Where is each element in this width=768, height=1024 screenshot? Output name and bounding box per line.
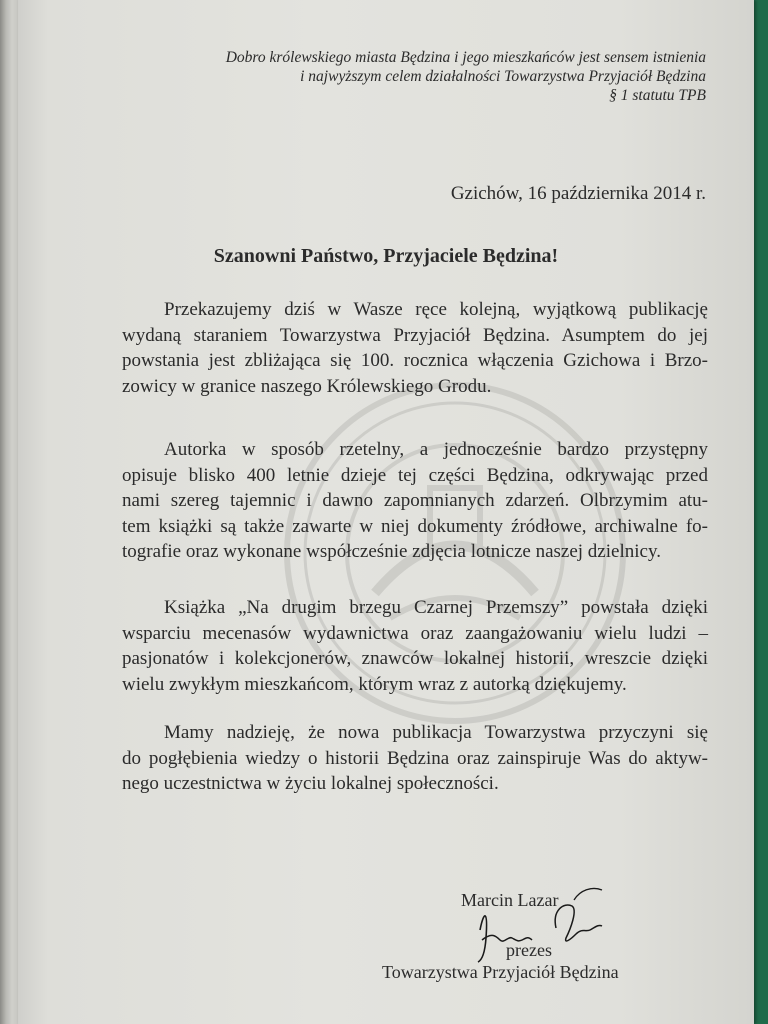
paragraph-line: tografie oraz wykonane współcześnie zdjęcia lotnicze naszej dzielnicy. xyxy=(122,541,661,562)
paragraph-4 xyxy=(122,720,708,797)
paragraph-line: zowicy w granice naszego Królewskiego Grodu. xyxy=(122,375,492,397)
paragraph-line: tem książki są także zawarte w niej dokumenty źródłowe, archiwalne fo- xyxy=(122,515,708,537)
epigraph-source: § 1 statutu TPB xyxy=(609,87,706,104)
paragraph-line: pasjonatów i kolekcjonerów, znawców lokalnej historii, wreszcie dzięki xyxy=(122,648,708,669)
signatory-organization: Towarzystwa Przyjaciół Będzina xyxy=(382,962,619,982)
paragraph-line: wsparciu mecenasów wydawnictwa oraz zaangażowaniu wielu ludzi – xyxy=(122,622,708,644)
signatory-name: Marcin Lazar xyxy=(461,890,559,910)
paragraph-line: opisuje blisko 400 letnie dzieje tej części Będzina, odkrywając przed xyxy=(122,464,708,486)
paragraph-line: Książka „Na drugim brzegu Czarnej Przemszy” powstała dzięki xyxy=(164,597,708,618)
paragraph-3 xyxy=(122,595,708,697)
epigraph-line: Dobro królewskiego miasta Będzina i jego mieszkańców jest sensem istnienia xyxy=(225,49,706,66)
date-line: Gzichów, 16 października 2014 r. xyxy=(450,183,706,204)
epigraph xyxy=(86,48,706,105)
paragraph-line: Przekazujemy dziś w Wasze ręce kolejną, wyjątkową publikację xyxy=(164,299,708,320)
signatory-role: prezes xyxy=(506,940,552,960)
paragraph-line: do pogłębienia wiedzy o historii Będzina oraz zainspiruje Was do aktyw- xyxy=(122,747,708,769)
salutation: Szanowni Państwo, Przyjaciele Będzina! xyxy=(213,245,559,267)
paragraph-line: Autorka w sposób rzetelny, a jednocześnie bardzo przystępny xyxy=(164,439,708,460)
paragraph-line: nego uczestnictwa w życiu lokalnej społeczności. xyxy=(122,773,499,794)
paragraph-2 xyxy=(122,437,708,565)
paragraph-line: powstania jest zbliżająca się 100. rocznica włączenia Gzichowa i Brzo- xyxy=(122,350,708,371)
letter-page xyxy=(18,0,754,1024)
paragraph-line: wielu zwykłym mieszkańcom, którym wraz z autorką dziękujemy. xyxy=(122,673,627,695)
paragraph-line: nami szereg tajemnic i dawno zapomnianych zdarzeń. Olbrzymim atu- xyxy=(122,490,708,511)
paragraph-line: Mamy nadzieję, że nowa publikacja Towarzystwa przyczyni się xyxy=(164,722,708,743)
paragraph-1 xyxy=(122,297,708,399)
epigraph-line: i najwyższym celem działalności Towarzystwa Przyjaciół Będzina xyxy=(300,68,706,85)
paragraph-line: wydaną staraniem Towarzystwa Przyjaciół Będzina. Asumptem do jej xyxy=(122,324,708,346)
